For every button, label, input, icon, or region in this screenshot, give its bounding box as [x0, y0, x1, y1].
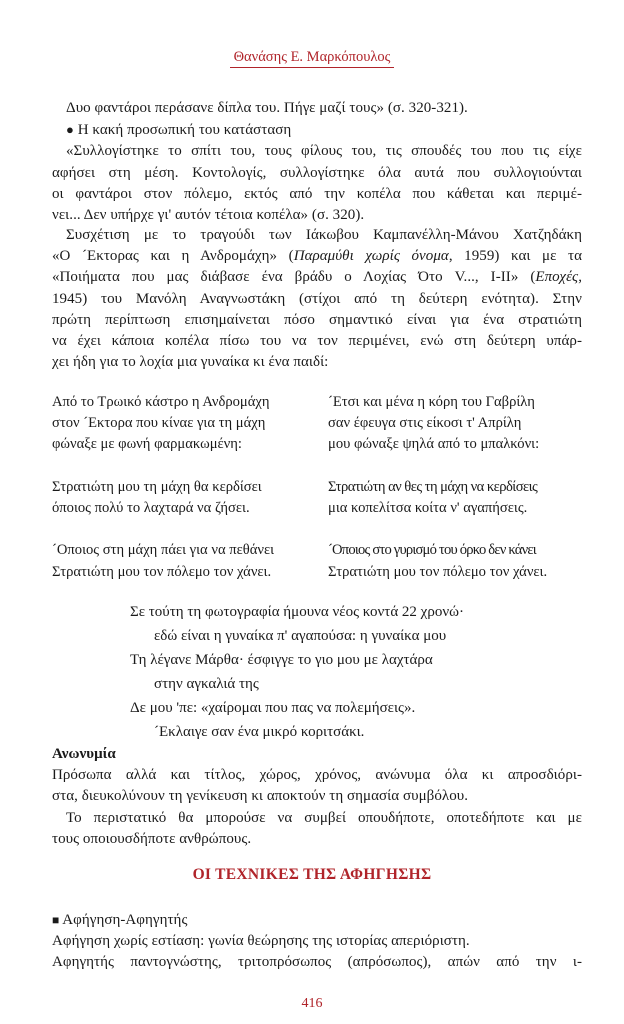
poem-line: Στρατιώτη αν θες τη μάχη να κερδίσεις: [328, 478, 538, 495]
bullet-icon: ●: [66, 122, 74, 138]
text-line: να έχει κάποια κοπέλα πίσω του να τον περιμένει, ενώ στη δεύτερη υπάρ-: [52, 333, 582, 350]
text-line: Αφηγητής παντογνώστης, τριτοπρόσωπος (απρόσωπος), απών από την ι-: [52, 954, 582, 971]
text-span: «Ποιήματα που μας διάβασε ένα βράδυ ο Λοχίας Ότο V..., I-II» (: [52, 269, 536, 286]
poem-line: μου φώναξε ψηλά από το μπαλκόνι:: [328, 436, 540, 453]
text-line: 1945) του Μανόλη Αναγνωστάκη (στίχοι από τη δεύτερη ενότητα). Στην: [52, 290, 582, 307]
text-line: Δυο φαντάροι περάσανε δίπλα του. Πήγε μαζί τους» (σ. 320-321).: [66, 100, 468, 116]
poem-line: ´Ετσι και μένα η κόρη του Γαβρίλη: [328, 394, 535, 410]
text-span: , 1959) και με τα: [448, 248, 582, 265]
text-line: χει ήδη για το λοχία μια γυναίκα κι ένα παιδί:: [52, 354, 329, 371]
text-line: [52, 267, 582, 288]
text-line: αφήσει στη μέση. Κοντολογίς, συλλογίστηκε όλα αυτά που συλλογιούνται: [52, 164, 582, 181]
book-title: Παραμύθι χωρίς όνομα: [293, 248, 449, 265]
verse-line: στην αγκαλιά της: [154, 676, 259, 692]
verse-block: [130, 600, 464, 744]
poem-line: ´Οποιος στη μάχη πάει για να πεθάνει: [52, 542, 275, 559]
book-title: Εποχές: [535, 269, 579, 286]
section-title: ΟΙ ΤΕΧΝΙΚΕΣ ΤΗΣ ΑΦΗΓΗΣΗΣ: [192, 866, 432, 883]
poem-right-column: [328, 392, 547, 583]
anonymity-section: [52, 744, 582, 850]
narration-section: [52, 910, 582, 974]
text-line: «Συλλογίστηκε το σπίτι του, τους φίλους του, τις σπουδές του που τις είχε: [66, 143, 582, 160]
text-line: νει... Δεν υπήρχε γι' αυτόν τέτοια κοπέλα» (σ. 320).: [52, 207, 365, 224]
verse-line: ´Εκλαιγε σαν ένα μικρό κοριτσάκι.: [154, 724, 365, 740]
text-span: «Ο ´Εκτορας και η Ανδρομάχη» (: [52, 248, 294, 265]
poem-line: φώναξε με φωνή φαρμακωμένη:: [52, 436, 242, 453]
bullet-line: [52, 119, 582, 141]
paragraph-correlation: [52, 225, 582, 373]
text-line: Συσχέτιση με το τραγούδι των Ιάκωβου Καμπανέλλη-Μάνου Χατζηδάκη: [66, 227, 582, 243]
poem-line: Στρατιώτη μου τον πόλεμο τον χάνει.: [52, 563, 272, 580]
verse-line: Σε τούτη τη φωτογραφία ήμουνα νέος κοντά 22 χρονώ·: [130, 604, 464, 620]
anonymity-heading: Ανωνυμία: [52, 746, 116, 762]
poem-line: στον ´Εκτορα που κίναε για τη μάχη: [52, 415, 266, 432]
poem-line: όποιος πολύ το λαχταρά να ζήσει.: [52, 500, 250, 516]
poem-line: σαν έφευγα στις είκοσι τ' Απρίλη: [328, 415, 522, 432]
paragraph-quote-1: [52, 98, 582, 226]
poem-line: μια κοπελίτσα κοίτα ν' αγαπήσεις.: [328, 500, 528, 516]
poem-left-column: [52, 392, 274, 583]
verse-line: εδώ είναι η γυναίκα π' αγαπούσα: η γυναίκα μου: [154, 628, 447, 644]
text-line: Αφήγηση χωρίς εστίαση: γωνία θεώρησης της ιστορίας απεριόριστη.: [52, 933, 470, 950]
text-line: Πρόσωπα αλλά και τίτλος, χώρος, χρόνος, ανώνυμα όλα κι απροσδιόρι-: [52, 767, 582, 784]
text-span: ,: [578, 269, 582, 286]
running-header: [0, 48, 624, 68]
text-line: στα, διευκολύνουν τη γενίκευση κι αποκτούν τη σημασία συμβόλου.: [52, 788, 469, 805]
square-bullet-icon: ■: [52, 913, 60, 927]
poem-line: Στρατιώτη μου τη μάχη θα κερδίσει: [52, 478, 262, 495]
narration-item: [52, 910, 582, 931]
text-line: Το περιστατικό θα μπορούσε να συμβεί οπουδήποτε, οποτεδήποτε και με: [66, 809, 582, 826]
narration-item-label: Αφήγηση-Αφηγητής: [59, 912, 188, 928]
header-author: Θανάσης Ε. Μαρκόπουλος: [230, 49, 395, 68]
poem-line: ´Οποιος στο γυρισμό του όρκο δεν κάνει: [328, 542, 536, 559]
verse-line: Τη λέγανε Μάρθα· έσφιγγε το γιο μου με λαχτάρα: [130, 652, 433, 668]
page-number: 416: [301, 996, 323, 1011]
poem-line: Στρατιώτη μου τον πόλεμο τον χάνει.: [328, 563, 548, 580]
poem-line: Από το Τρωικό κάστρο η Ανδρομάχη: [52, 394, 270, 410]
text-line: οι φαντάροι στον πόλεμο, εκτός από την κοπέλα που κάθεται και περιμέ-: [52, 185, 582, 202]
text-line: τους οποιουσδήποτε ανθρώπους.: [52, 830, 252, 847]
text-line: πρώτη περίπτωση επισημαίνεται πόσο σημαντικό είναι για ένα στρατιώτη: [52, 311, 582, 328]
verse-line: Δε μου 'πε: «χαίρομαι που πας να πολεμήσεις».: [130, 700, 416, 716]
bullet-text: Η κακή προσωπική του κατάσταση: [73, 122, 292, 139]
text-line: [52, 246, 582, 267]
